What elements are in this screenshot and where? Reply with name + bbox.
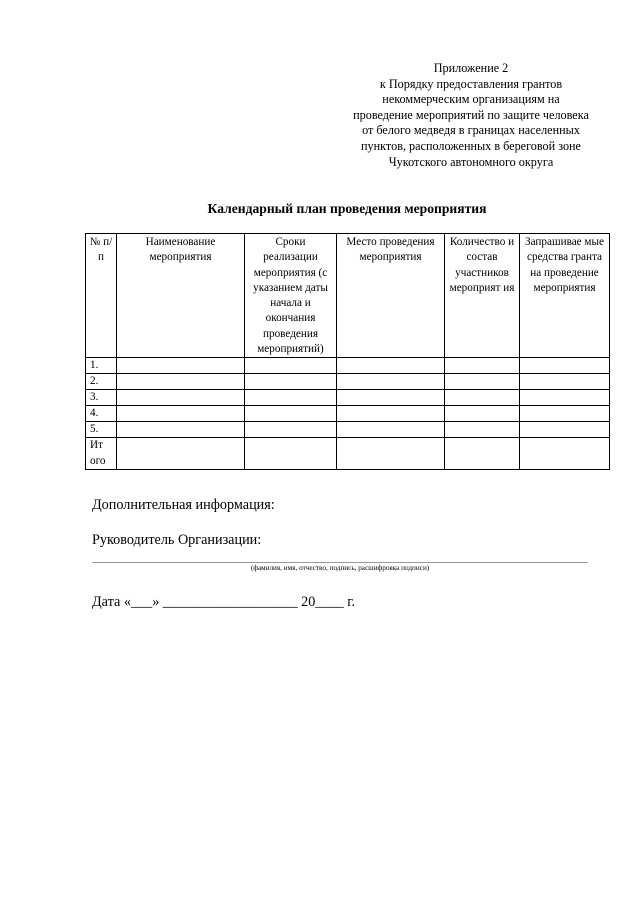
table-cell [520, 438, 610, 470]
appendix-line: от белого медведя в границах населенных [362, 123, 580, 138]
row-number: 2. [86, 374, 117, 390]
column-header-funds: Запрашивае мые средства гранта на проведение мероприятия [520, 234, 610, 358]
table-cell [117, 358, 245, 374]
table-cell [337, 374, 445, 390]
table-cell [245, 406, 337, 422]
appendix-line: к Порядку предоставления грантов [379, 76, 563, 91]
table-row [86, 374, 610, 390]
table-cell [445, 390, 520, 406]
table-cell [337, 406, 445, 422]
signature-line [92, 562, 588, 563]
table-row [86, 390, 610, 406]
column-header-number: № п/п [86, 234, 117, 358]
table-row [86, 358, 610, 374]
table-header-row [86, 234, 610, 358]
table-cell [520, 374, 610, 390]
column-header-participants: Количество и состав участников мероприят ия [445, 234, 520, 358]
date-line: Дата «___» ___________________ 20____ г. [92, 594, 356, 610]
table-cell [520, 422, 610, 438]
appendix-line: пунктов, расположенных в береговой зоне [361, 138, 581, 153]
organization-head-label: Руководитель Организации: [92, 532, 262, 548]
table-cell [445, 422, 520, 438]
table-cell [245, 438, 337, 470]
table-cell [445, 358, 520, 374]
table-cell [117, 406, 245, 422]
row-number: 3. [86, 390, 117, 406]
appendix-line: проведение мероприятий по защите человека [353, 107, 589, 122]
table-cell [337, 358, 445, 374]
document-title: Календарный план проведения мероприятия [207, 201, 487, 216]
table-cell [117, 390, 245, 406]
table-row [86, 406, 610, 422]
table-cell [445, 438, 520, 470]
table-cell [245, 422, 337, 438]
table-cell [445, 374, 520, 390]
table-cell [245, 374, 337, 390]
appendix-line: некоммерческим организациям на [382, 92, 560, 107]
table-cell [445, 406, 520, 422]
table-row [86, 422, 610, 438]
column-header-place: Место проведения мероприятия [337, 234, 445, 358]
table-cell [117, 438, 245, 470]
row-number: 5. [86, 422, 117, 438]
calendar-plan-table [85, 233, 610, 470]
row-number: 1. [86, 358, 117, 374]
table-cell [520, 406, 610, 422]
appendix-note [340, 61, 602, 170]
table-cell [337, 422, 445, 438]
appendix-line: Приложение 2 [433, 61, 509, 75]
signature-hint: (фамилия, имя, отчество, подпись, расшифровка подписи) [250, 564, 430, 572]
table-cell [337, 438, 445, 470]
table-cell [337, 390, 445, 406]
column-header-dates: Сроки реализации мероприятия (с указанием даты начала и окончания проведения мероприятий) [245, 234, 337, 358]
additional-info-label: Дополнительная информация: [92, 497, 275, 513]
row-number: 4. [86, 406, 117, 422]
table-cell [245, 390, 337, 406]
table-cell [520, 358, 610, 374]
table-cell [245, 358, 337, 374]
table-cell [117, 422, 245, 438]
appendix-line: Чукотского автономного округа [388, 154, 554, 169]
table-row-total [86, 438, 610, 470]
row-total-label: Ит ого [86, 438, 117, 470]
column-header-name: Наименование мероприятия [117, 234, 245, 358]
table-cell [117, 374, 245, 390]
table-cell [520, 390, 610, 406]
